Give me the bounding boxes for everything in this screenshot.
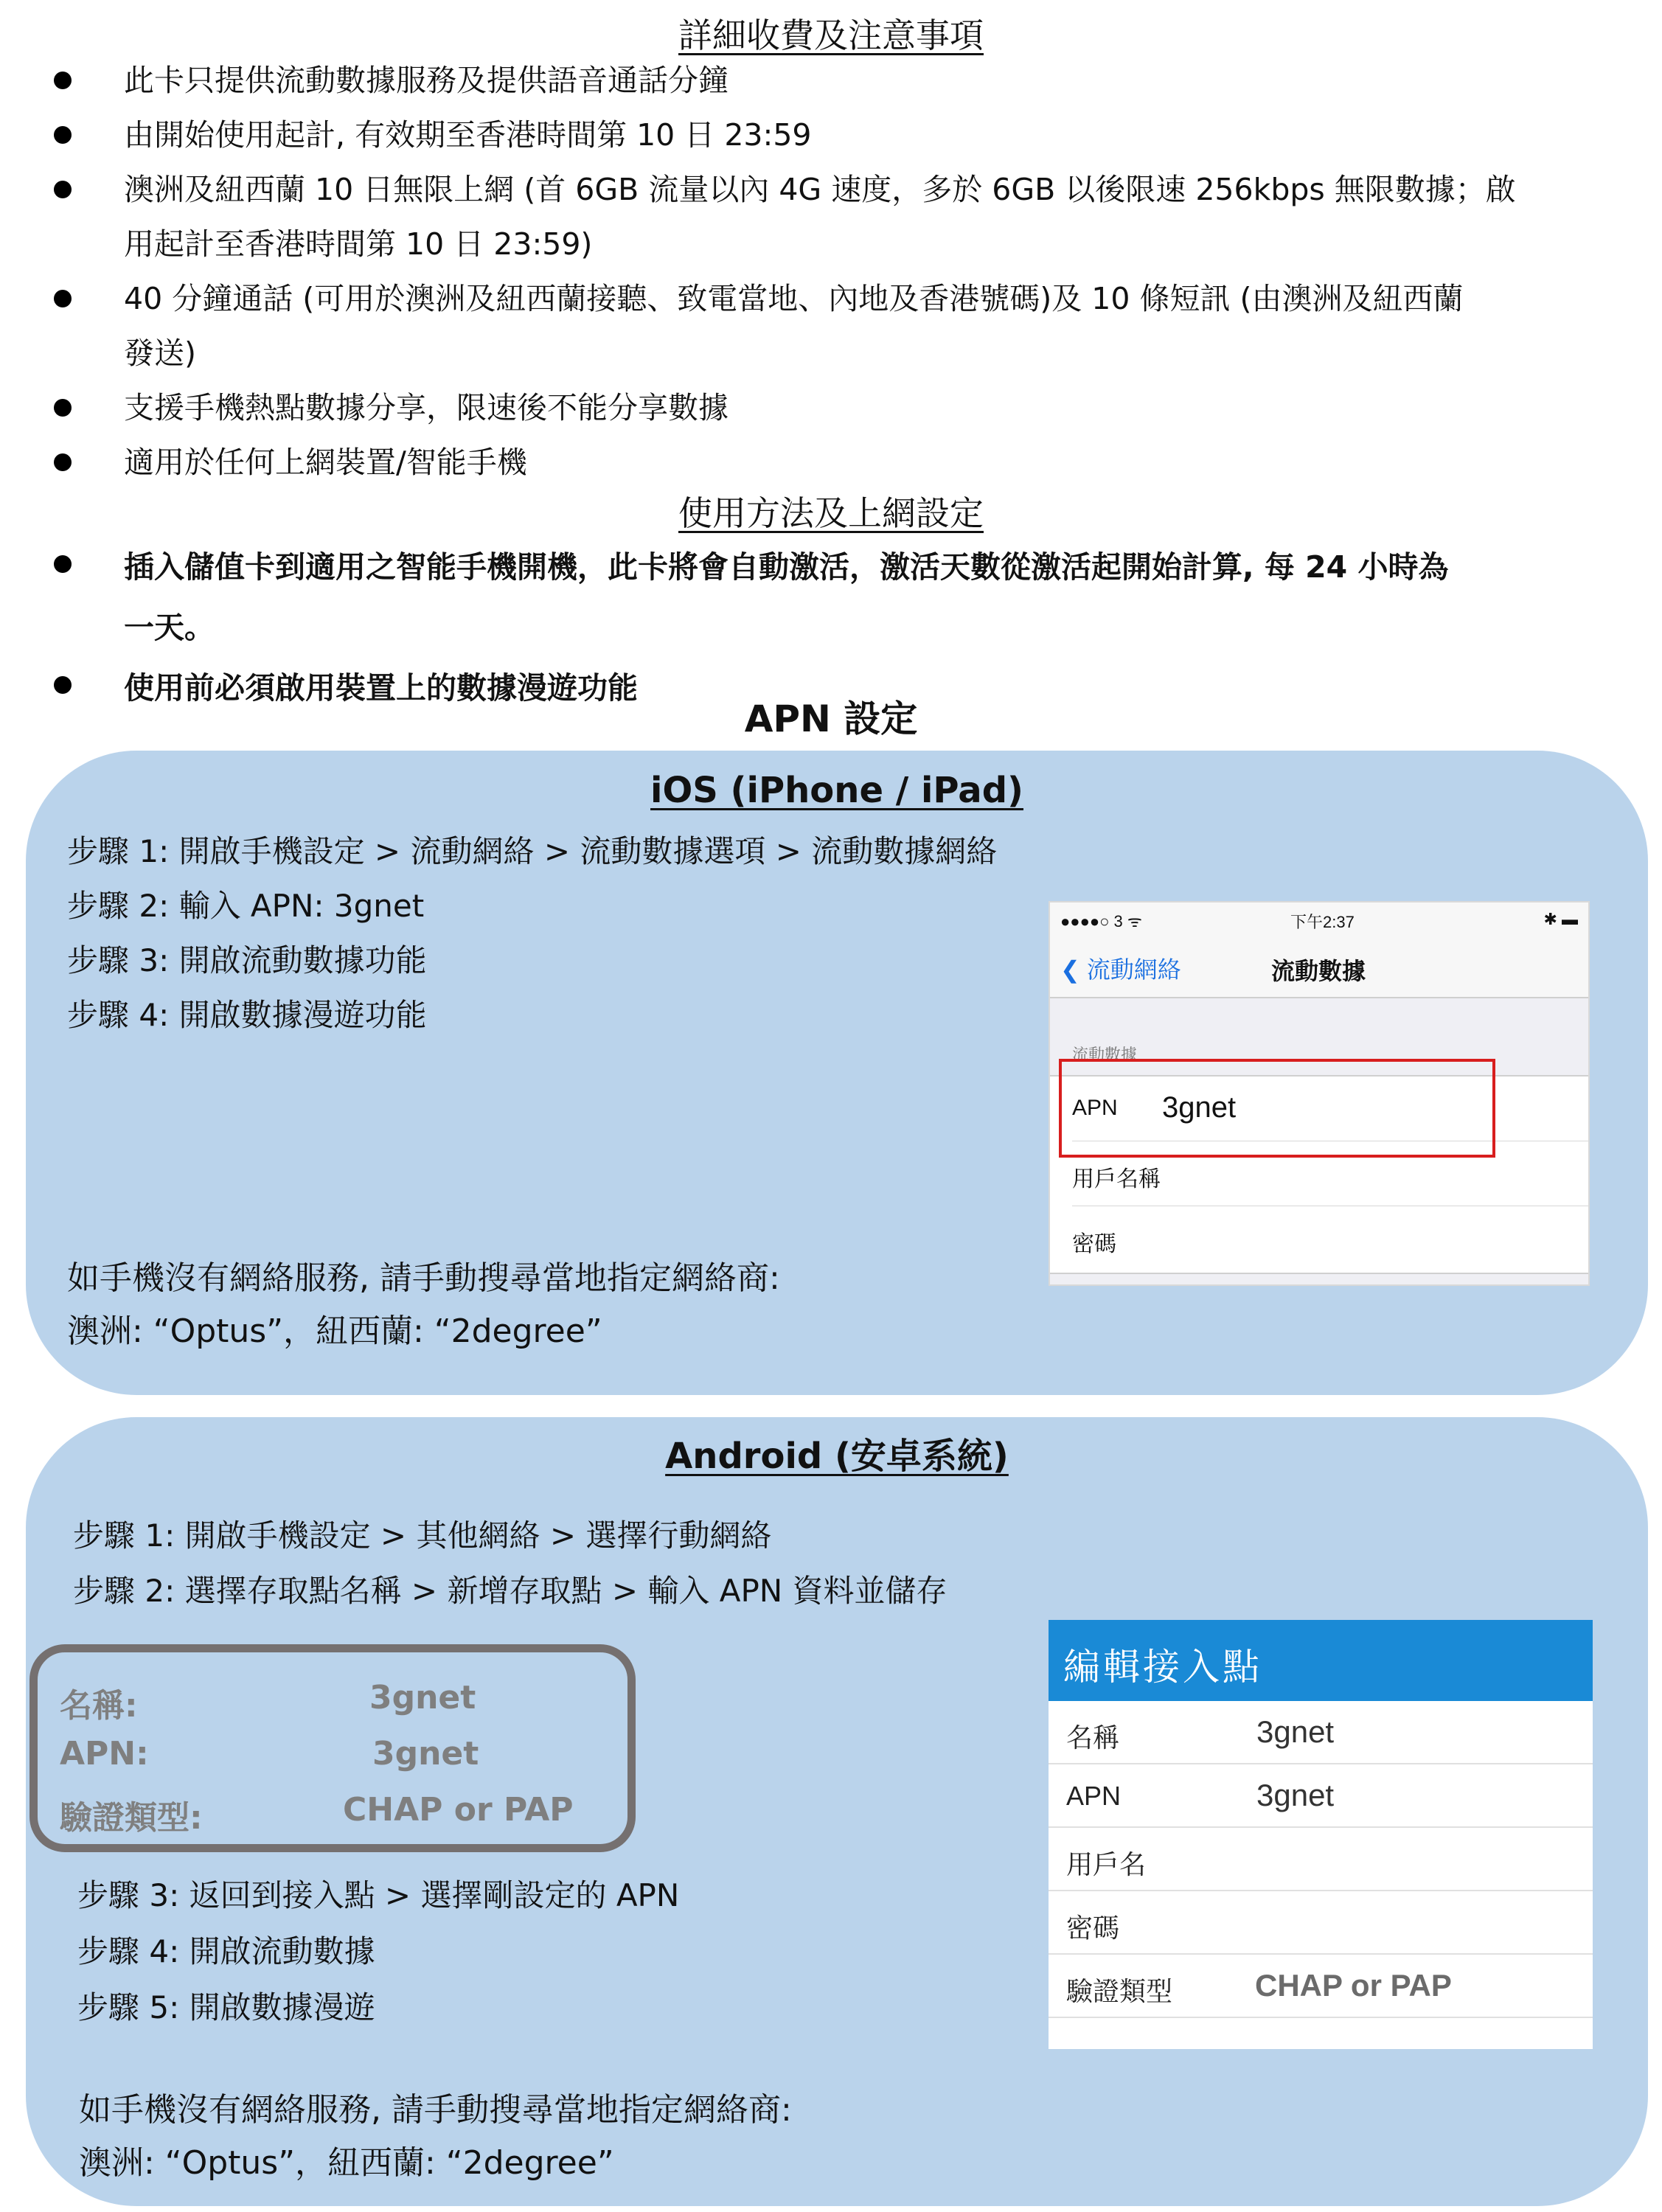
status-bar [1050,902,1588,936]
list-item: 使用前必須啟用裝置上的數據漫遊功能 [52,658,1600,718]
username-label: 用戶名 [1066,1849,1147,1879]
apn-settings-title: APN 設定 [744,698,918,740]
list-item: 由開始使用起計, 有效期至香港時間第 10 日 23:59 [52,108,1600,162]
auth-type-label: 驗證類型 [1066,1976,1173,2006]
list-item-continuation: 用起計至香港時間第 10 日 23:59) [124,226,593,262]
apn-label: APN [1066,1781,1122,1811]
apn-row[interactable] [1049,1764,1593,1828]
android-step-1: 步驟 1: 開啟手機設定 > 其他網絡 > 選擇行動網絡 [73,1517,772,1554]
ios-apn-screenshot [1049,901,1590,1286]
password-label: 密碼 [1072,1232,1116,1256]
usage-heading: 使用方法及上網設定 [678,493,984,533]
auth-type-value: CHAP or PAP [1255,1968,1452,2003]
credential-name-value: 3gnet [369,1679,476,1717]
android-note-line-2: 澳洲: “Optus”，紐西蘭: “2degree” [79,2144,614,2182]
bullet-icon [54,181,72,198]
edit-apn-header [1049,1620,1593,1701]
apn-name-value: 3gnet [1256,1714,1335,1749]
section-label: 流動數據 [1072,1046,1138,1064]
apn-label: APN [1072,1096,1118,1120]
ios-step-4: 步驟 4: 開啟數據漫遊功能 [67,997,427,1033]
charges-heading: 詳細收費及注意事項 [678,15,984,55]
battery-icon: ✱ ▬ [1543,910,1578,928]
ios-step-3: 步驟 3: 開啟流動數據功能 [67,942,427,978]
apn-credentials-box [29,1644,636,1852]
username-label: 用戶名稱 [1072,1167,1161,1192]
android-title: Android (安卓系統) [665,1436,1009,1477]
bullet-icon [54,72,72,89]
ios-note-line-1: 如手機沒有網絡服務, 請手動搜尋當地指定網絡商: [67,1259,780,1297]
list-item: 澳洲及紐西蘭 10 日無限上網 (首 6GB 流量以內 4G 速度，多於 6GB 以後限速 256kbps 無限數據；啟 [52,162,1600,217]
bullet-icon [54,399,72,417]
credential-name-key: 名稱: [60,1687,138,1725]
apn-name-row[interactable] [1049,1701,1593,1764]
password-row[interactable] [1049,1891,1593,1955]
username-row[interactable] [1049,1828,1593,1891]
back-button[interactable]: ❮ 流動網絡 [1060,956,1181,983]
auth-type-row[interactable] [1049,1955,1593,2018]
android-step-3: 步驟 3: 返回到接入點 > 選擇剛設定的 APN [77,1877,680,1913]
charges-list [52,53,1600,490]
apn-highlight-box [1059,1059,1495,1158]
android-note-line-1: 如手機沒有網絡服務, 請手動搜尋當地指定網絡商: [79,2091,792,2129]
password-row[interactable] [1072,1206,1588,1271]
credential-apn-value: 3gnet [372,1735,479,1773]
signal-icon: ●●●●○ 3 ᯤ [1060,912,1142,931]
ios-step-1: 步驟 1: 開啟手機設定 > 流動網絡 > 流動數據選項 > 流動數據網絡 [67,833,998,869]
edit-apn-title: 編輯接入點 [1063,1646,1262,1688]
credential-apn-key: APN: [60,1735,149,1773]
apn-value: 3gnet [1256,1778,1335,1812]
nav-bar [1050,936,1588,998]
ios-step-2: 步驟 2: 輸入 APN: 3gnet [67,888,425,924]
apn-name-label: 名稱 [1066,1722,1120,1753]
list-item: 插入儲值卡到適用之智能手機開機，此卡將會自動激活，激活天數從激活起開始計算, 每 24 小時為 [52,537,1600,597]
list-item: 40 分鐘通話 (可用於澳洲及紐西蘭接聽、致電當地、內地及香港號碼)及 10 條短訊 (由澳洲及紐西蘭 [52,271,1600,326]
credential-auth-key: 驗證類型: [60,1799,203,1837]
bullet-icon [54,453,72,471]
list-item: 適用於任何上網裝置/智能手機 [52,435,1600,490]
android-step-4: 步驟 4: 開啟流動數據 [77,1933,375,1969]
list-item: 此卡只提供流動數據服務及提供語音通話分鐘 [52,53,1600,108]
bullet-icon [54,555,72,573]
list-item-continuation: 發送) [124,335,196,371]
bullet-icon [54,290,72,307]
ios-title: iOS (iPhone / iPad) [650,770,1023,811]
list-item-continuation: 一天。 [124,610,215,645]
android-step-5: 步驟 5: 開啟數據漫遊 [77,1989,375,2025]
status-time: 下午2:37 [1290,913,1355,931]
ios-note-line-2: 澳洲: “Optus”，紐西蘭: “2degree” [67,1312,602,1350]
nav-title: 流動數據 [1271,958,1366,984]
bullet-icon [54,126,72,144]
list-item: 支援手機熱點數據分享，限速後不能分享數據 [52,380,1600,435]
password-label: 密碼 [1066,1913,1120,1943]
android-step-2: 步驟 2: 選擇存取點名稱 > 新增存取點 > 輸入 APN 資料並儲存 [73,1573,948,1609]
apn-value: 3gnet [1162,1091,1237,1124]
credential-auth-value: CHAP or PAP [343,1791,574,1829]
android-apn-screenshot [1049,1620,1593,2049]
